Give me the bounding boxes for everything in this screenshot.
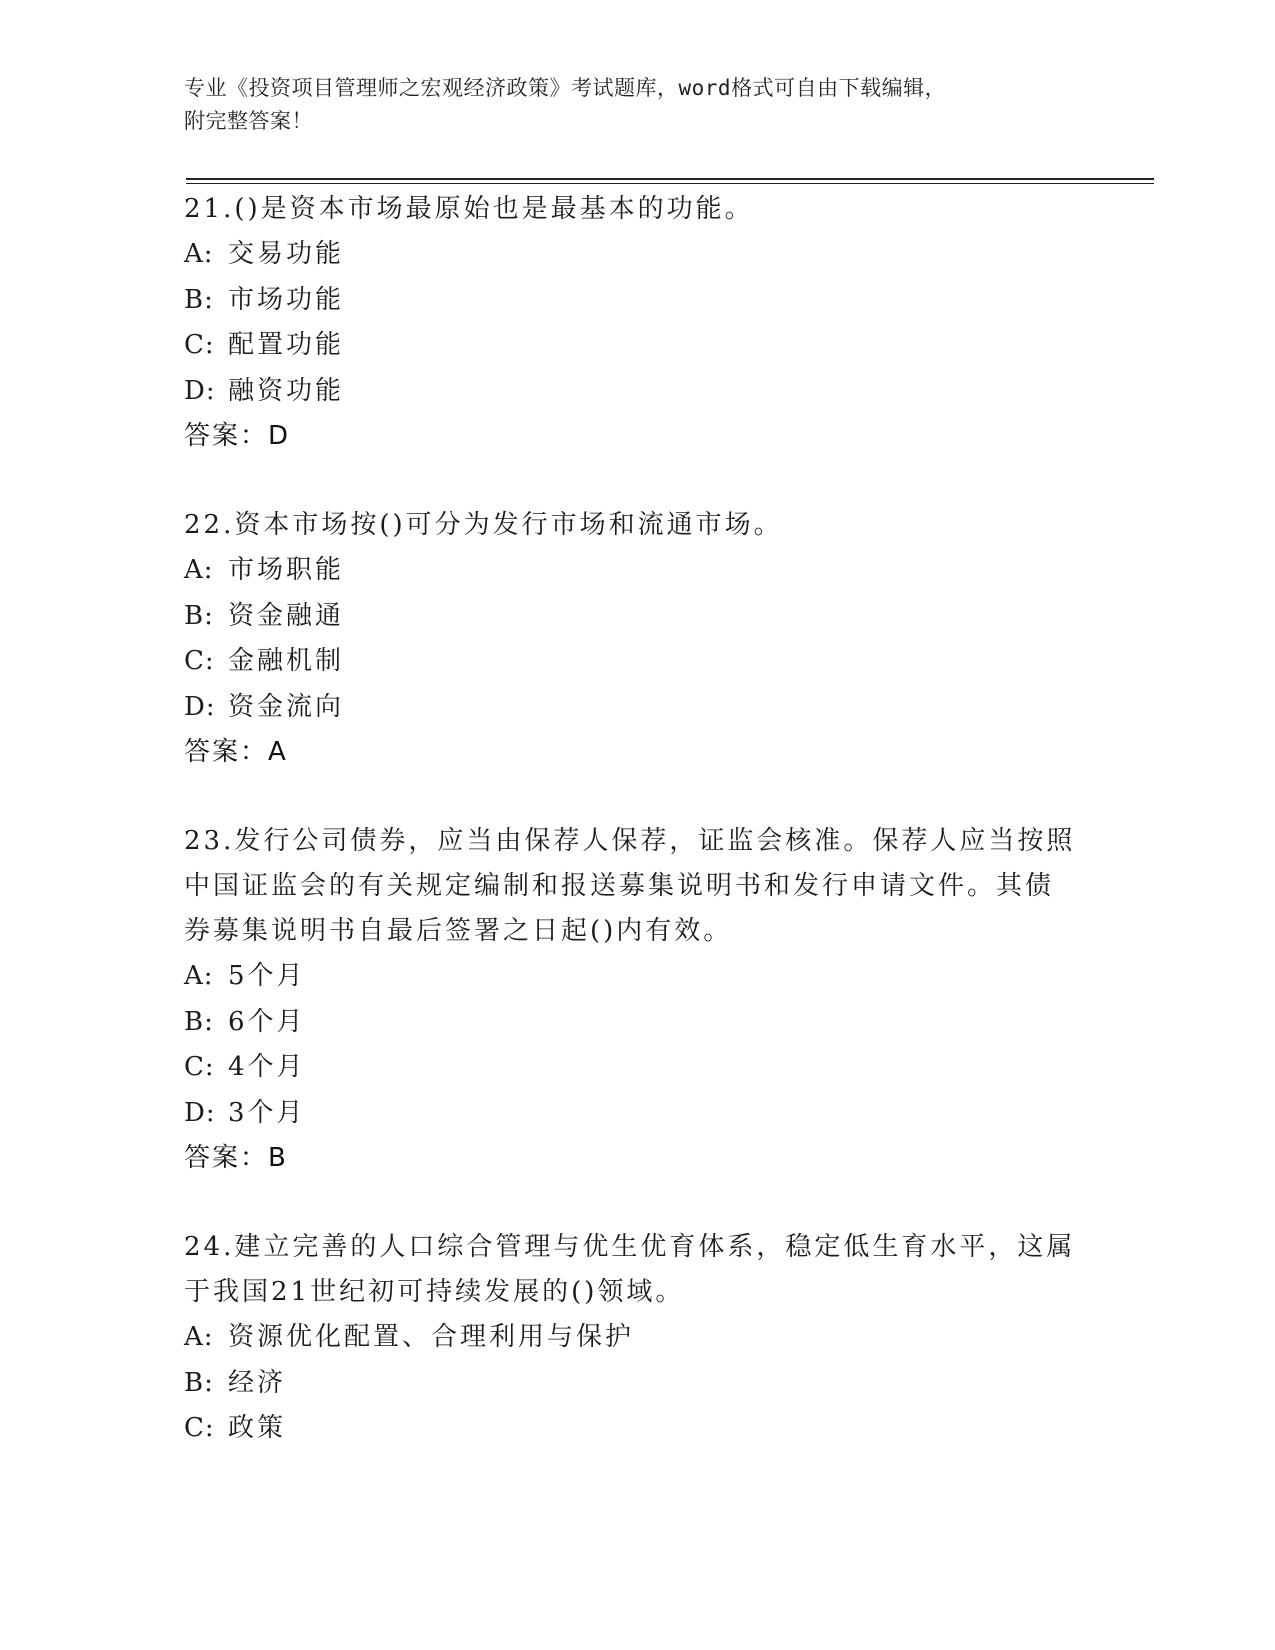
- header-line-2: 附完整答案！: [184, 109, 313, 133]
- question-block: [184, 503, 1084, 775]
- option-text: 6个月: [228, 1006, 306, 1037]
- answer-line: 答案：D: [184, 421, 291, 451]
- question-block: [184, 187, 1084, 459]
- option-a: [184, 954, 1084, 1000]
- option-b: [184, 1361, 1084, 1407]
- document-header: [184, 72, 1084, 138]
- question-list: [184, 187, 1084, 1496]
- option-text: 市场职能: [228, 555, 345, 585]
- option-label: D:: [184, 691, 216, 722]
- option-text: 4个月: [228, 1052, 306, 1082]
- option-b: [184, 594, 1084, 640]
- option-text: 资金流向: [228, 691, 345, 722]
- option-a: [184, 1315, 1084, 1361]
- option-label: B:: [184, 600, 214, 631]
- question-text: 21.()是资本市场最原始也是最基本的功能。: [184, 194, 754, 224]
- option-b: [184, 1000, 1084, 1046]
- option-label: A:: [184, 239, 214, 269]
- option-label: C:: [184, 330, 215, 360]
- option-text: 3个月: [228, 1097, 306, 1128]
- option-b: [184, 278, 1084, 324]
- question-text-line-2: 于我国21世纪初可持续发展的()领域。: [184, 1277, 685, 1307]
- option-label: C:: [184, 646, 215, 676]
- option-label: B:: [184, 1367, 214, 1398]
- option-label: B:: [184, 284, 214, 315]
- header-line-1: 专业《投资项目管理师之宏观经济政策》考试题库，word格式可自由下载编辑，: [184, 76, 947, 100]
- option-label: B:: [184, 1006, 214, 1037]
- question-text-line-3: 券募集说明书自最后签署之日起()内有效。: [184, 916, 733, 946]
- option-d: [184, 685, 1084, 731]
- option-c: [184, 639, 1084, 685]
- option-a: [184, 232, 1084, 278]
- option-d: [184, 1091, 1084, 1137]
- option-label: A:: [184, 555, 214, 585]
- option-text: 交易功能: [228, 239, 345, 269]
- option-text: 金融机制: [228, 646, 345, 676]
- option-label: D:: [184, 1097, 216, 1128]
- option-text: 经济: [228, 1367, 287, 1398]
- header-divider-thin: [186, 183, 1154, 184]
- option-label: A:: [184, 961, 214, 991]
- option-text: 市场功能: [228, 284, 345, 315]
- header-divider-thick: [186, 178, 1154, 180]
- option-label: A:: [184, 1322, 214, 1352]
- question-text-line-1: 23.发行公司债券，应当由保荐人保荐，证监会核准。保荐人应当按照: [184, 826, 1076, 856]
- question-block: [184, 1225, 1084, 1452]
- option-text: 政策: [228, 1413, 287, 1443]
- answer-line: 答案：B: [184, 1143, 288, 1173]
- option-text: 融资功能: [228, 375, 345, 406]
- question-text-line-1: 24.建立完善的人口综合管理与优生优育体系，稳定低生育水平，这属: [184, 1232, 1076, 1262]
- option-label: C:: [184, 1413, 215, 1443]
- question-block: [184, 819, 1084, 1181]
- question-text: 22.资本市场按()可分为发行市场和流通市场。: [184, 510, 783, 540]
- option-text: 资金融通: [228, 600, 345, 631]
- question-text-line-2: 中国证监会的有关规定编制和报送募集说明书和发行申请文件。其债: [184, 871, 1055, 901]
- option-d: [184, 369, 1084, 415]
- option-text: 配置功能: [228, 330, 345, 360]
- option-label: D:: [184, 375, 216, 406]
- option-label: C:: [184, 1052, 215, 1082]
- answer-line: 答案：A: [184, 737, 288, 767]
- option-text: 资源优化配置、合理利用与保护: [228, 1322, 635, 1352]
- option-c: [184, 323, 1084, 369]
- option-c: [184, 1045, 1084, 1091]
- option-a: [184, 548, 1084, 594]
- option-text: 5个月: [228, 961, 306, 991]
- option-c: [184, 1406, 1084, 1452]
